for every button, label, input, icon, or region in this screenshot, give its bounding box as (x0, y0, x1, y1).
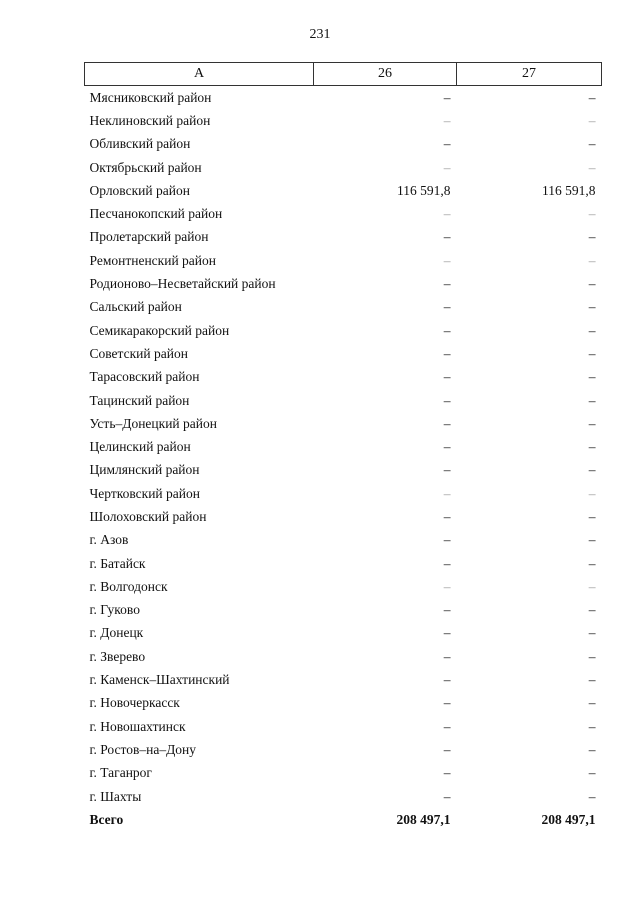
table-row (85, 412, 602, 435)
row-value-27: – (588, 695, 596, 711)
table-row (85, 622, 602, 645)
row-value-27: – (588, 788, 596, 804)
row-name: Советский район (89, 345, 188, 361)
row-value-26: – (443, 322, 451, 338)
row-value-26: – (443, 462, 451, 478)
row-name: г. Таганрог (89, 765, 152, 781)
table-row (85, 645, 602, 668)
row-value-26: – (443, 345, 451, 361)
table-row (85, 272, 602, 295)
row-value-27: – (588, 462, 596, 478)
row-name: Орловский район (89, 182, 190, 198)
row-value-27: – (588, 136, 596, 152)
table-row (85, 296, 602, 319)
row-value-27: – (588, 206, 596, 222)
table-row (85, 86, 602, 110)
table-row (85, 435, 602, 458)
row-name: г. Батайск (89, 555, 146, 571)
table-row (85, 156, 602, 179)
row-name: Целинский район (89, 439, 191, 455)
row-name: Песчанокопский район (89, 206, 223, 222)
row-value-26: – (443, 299, 451, 315)
table-row (85, 133, 602, 156)
row-value-27: – (588, 89, 596, 105)
row-name: г. Новошахтинск (89, 718, 186, 734)
row-name: г. Ростов–на–Дону (89, 741, 197, 757)
row-value-26: – (443, 89, 451, 105)
header-26: 26 (314, 63, 457, 86)
row-value-27: – (588, 625, 596, 641)
table-row (85, 366, 602, 389)
row-name: г. Зверево (89, 648, 146, 664)
table-row (85, 342, 602, 365)
row-value-26: – (443, 229, 451, 245)
row-value-27: – (588, 252, 596, 268)
row-name: г. Донецк (89, 625, 144, 641)
row-value-26: – (443, 602, 451, 618)
row-name: Родионово–Несветайский район (89, 276, 276, 292)
row-value-26: – (443, 112, 451, 128)
row-name: г. Новочеркасск (89, 695, 180, 711)
table-row (85, 482, 602, 505)
row-value-27: – (588, 392, 596, 408)
table-row (85, 179, 602, 202)
table-row (85, 692, 602, 715)
table-row (85, 459, 602, 482)
row-name: Семикаракорский район (89, 322, 230, 338)
row-name: Мясниковский район (89, 89, 212, 105)
row-name: г. Каменск–Шахтинский (89, 672, 230, 688)
header-27: 27 (457, 63, 602, 86)
total-label: Всего (89, 811, 124, 827)
row-name: Тарасовский район (89, 369, 200, 385)
row-name: Пролетарский район (89, 229, 209, 245)
row-value-26: – (443, 625, 451, 641)
row-value-27: – (588, 578, 596, 594)
row-value-26: – (443, 695, 451, 711)
table-row (85, 552, 602, 575)
row-value-26: – (443, 392, 451, 408)
table-row (85, 785, 602, 808)
table-row (85, 505, 602, 528)
row-name: Сальский район (89, 299, 182, 315)
row-name: Ремонтненский район (89, 252, 216, 268)
total-row (85, 808, 602, 831)
total-value-26: 208 497,1 (396, 811, 451, 827)
row-value-27: – (588, 508, 596, 524)
row-value-27: – (588, 741, 596, 757)
row-name: Шолоховский район (89, 508, 207, 524)
row-value-27: – (588, 485, 596, 501)
row-name: Усть–Донецкий район (89, 415, 217, 431)
table-row (85, 389, 602, 412)
table-row (85, 249, 602, 272)
page-number: 231 (309, 27, 331, 42)
row-value-27: – (588, 765, 596, 781)
row-value-26: – (443, 532, 451, 548)
row-value-27: – (588, 322, 596, 338)
row-value-26: – (443, 555, 451, 571)
row-value-27: – (588, 555, 596, 571)
table-row (85, 738, 602, 761)
data-table (84, 62, 602, 832)
table-row (85, 599, 602, 622)
row-value-26: – (443, 508, 451, 524)
row-value-26: 116 591,8 (397, 182, 451, 198)
row-value-26: – (443, 415, 451, 431)
table-row (85, 575, 602, 598)
row-name: Обливский район (89, 136, 191, 152)
row-value-27: – (588, 345, 596, 361)
row-value-27: – (588, 159, 596, 175)
total-value-27: 208 497,1 (541, 811, 596, 827)
row-value-27: – (588, 369, 596, 385)
header-name: А (85, 63, 314, 86)
table-row (85, 529, 602, 552)
row-name: Цимлянский район (89, 462, 200, 478)
row-value-26: – (443, 369, 451, 385)
row-value-26: – (443, 741, 451, 757)
row-value-27: – (588, 229, 596, 245)
row-value-27: – (588, 276, 596, 292)
row-value-27: – (588, 439, 596, 455)
row-name: Октябрьский район (89, 159, 202, 175)
row-name: г. Гуково (89, 602, 140, 618)
row-value-27: – (588, 718, 596, 734)
row-name: Тацинский район (89, 392, 190, 408)
table-body (85, 86, 602, 832)
row-value-26: – (443, 252, 451, 268)
table-row (85, 668, 602, 691)
row-name: Чертковский район (89, 485, 200, 501)
row-value-26: – (443, 439, 451, 455)
row-value-27: 116 591,8 (542, 182, 596, 198)
row-value-26: – (443, 672, 451, 688)
table-row (85, 109, 602, 132)
row-name: г. Волгодонск (89, 578, 168, 594)
row-value-26: – (443, 765, 451, 781)
row-value-26: – (443, 159, 451, 175)
row-value-27: – (588, 415, 596, 431)
row-value-27: – (588, 672, 596, 688)
table-row (85, 715, 602, 738)
row-value-26: – (443, 788, 451, 804)
table-row (85, 202, 602, 225)
row-name: Неклиновский район (89, 112, 211, 128)
header-row (85, 63, 602, 86)
row-value-27: – (588, 299, 596, 315)
table-row (85, 762, 602, 785)
row-value-26: – (443, 485, 451, 501)
row-value-27: – (588, 112, 596, 128)
table-row (85, 319, 602, 342)
row-value-26: – (443, 578, 451, 594)
table-row (85, 226, 602, 249)
row-value-26: – (443, 136, 451, 152)
row-name: г. Азов (89, 532, 129, 548)
row-value-27: – (588, 602, 596, 618)
row-value-26: – (443, 276, 451, 292)
row-value-26: – (443, 648, 451, 664)
row-value-27: – (588, 648, 596, 664)
row-value-26: – (443, 718, 451, 734)
row-value-27: – (588, 532, 596, 548)
row-name: г. Шахты (89, 788, 142, 804)
row-value-26: – (443, 206, 451, 222)
